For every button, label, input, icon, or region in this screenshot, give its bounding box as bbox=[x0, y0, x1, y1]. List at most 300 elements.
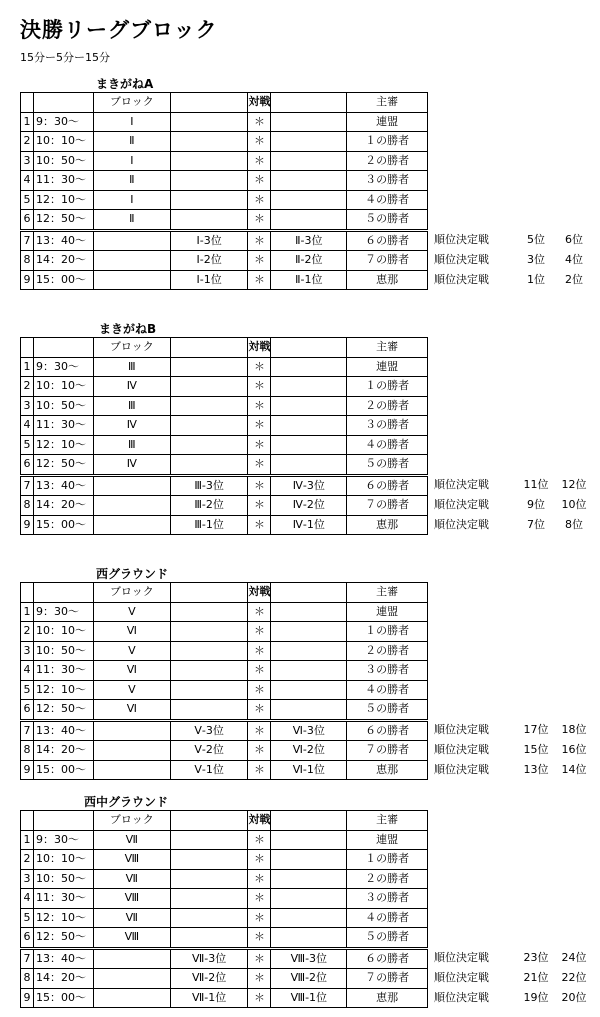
table-row bbox=[21, 435, 600, 455]
placement-label: 順位決定戦 bbox=[434, 743, 489, 757]
team2-cell bbox=[271, 357, 347, 377]
vs-mark: ＊ bbox=[248, 435, 271, 455]
block-cell: Ⅱ bbox=[93, 171, 170, 191]
team2-cell: Ⅳ-1位 bbox=[271, 515, 347, 535]
vs-mark: ＊ bbox=[248, 700, 271, 721]
header-team1-cell bbox=[170, 93, 248, 113]
table-row bbox=[21, 151, 600, 171]
team1-cell bbox=[170, 869, 248, 889]
team1-cell bbox=[170, 377, 248, 397]
block-cell bbox=[93, 988, 170, 1008]
kickoff-time: 14：20～ bbox=[33, 251, 93, 271]
kickoff-time: 15：00～ bbox=[33, 270, 93, 290]
block-cell bbox=[93, 720, 170, 741]
referee-cell: ４の勝者 bbox=[347, 908, 428, 928]
kickoff-time: 10：50～ bbox=[33, 641, 93, 661]
header-referee: 主審 bbox=[347, 811, 428, 831]
referee-cell: ６の勝者 bbox=[347, 475, 428, 496]
block-cell: Ⅲ bbox=[93, 357, 170, 377]
referee-cell: ４の勝者 bbox=[347, 190, 428, 210]
kickoff-time: 10：50～ bbox=[33, 396, 93, 416]
match-number: 4 bbox=[21, 889, 34, 909]
placement-note bbox=[428, 948, 600, 969]
block-cell bbox=[93, 515, 170, 535]
kickoff-time: 13：40～ bbox=[33, 948, 93, 969]
referee-cell: 恵那 bbox=[347, 760, 428, 780]
placement-note bbox=[427, 230, 599, 251]
team1-cell bbox=[170, 908, 248, 928]
table-row bbox=[21, 680, 600, 700]
vs-mark: ＊ bbox=[248, 112, 271, 132]
referee-cell: ６の勝者 bbox=[347, 230, 428, 251]
placement-rank-b: 8位 bbox=[565, 517, 583, 531]
kickoff-time: 14：20～ bbox=[33, 496, 93, 516]
referee-cell: ７の勝者 bbox=[347, 741, 428, 761]
team1-cell bbox=[170, 210, 248, 231]
header-block: ブロック bbox=[93, 811, 170, 831]
kickoff-time: 12：50～ bbox=[33, 455, 93, 476]
referee-cell: １の勝者 bbox=[347, 622, 428, 642]
header-team2-cell bbox=[271, 811, 347, 831]
table-row bbox=[21, 475, 600, 496]
block-cell: Ⅶ bbox=[93, 869, 170, 889]
match-number: 6 bbox=[21, 928, 34, 949]
referee-cell: ４の勝者 bbox=[347, 435, 428, 455]
team1-cell: Ⅶ-3位 bbox=[170, 948, 248, 969]
match-number: 1 bbox=[21, 830, 34, 850]
block-cell: Ⅵ bbox=[93, 700, 170, 721]
referee-cell: ２の勝者 bbox=[347, 869, 428, 889]
referee-cell: 連盟 bbox=[347, 357, 428, 377]
vs-mark: ＊ bbox=[248, 270, 271, 290]
referee-cell: ３の勝者 bbox=[347, 416, 428, 436]
vs-mark: ＊ bbox=[248, 741, 271, 761]
block-cell: Ⅰ bbox=[93, 190, 170, 210]
team2-cell bbox=[271, 190, 347, 210]
vs-mark: ＊ bbox=[248, 641, 271, 661]
header-time-cell bbox=[33, 811, 93, 831]
kickoff-time: 12：50～ bbox=[33, 700, 93, 721]
vs-mark: ＊ bbox=[248, 357, 271, 377]
team2-cell: Ⅳ-2位 bbox=[271, 496, 347, 516]
team2-cell bbox=[271, 396, 347, 416]
table-row bbox=[21, 602, 600, 622]
header-time-cell bbox=[33, 338, 93, 358]
team1-cell bbox=[170, 661, 248, 681]
placement-label: 順位決定戦 bbox=[434, 498, 489, 512]
placement-rank-b: 6位 bbox=[564, 233, 583, 247]
team1-cell bbox=[170, 151, 248, 171]
referee-cell: ３の勝者 bbox=[347, 171, 428, 191]
placement-rank-a: 9位 bbox=[527, 498, 545, 512]
team2-cell: Ⅱ-3位 bbox=[271, 230, 347, 251]
vs-mark: ＊ bbox=[248, 908, 271, 928]
vs-mark: ＊ bbox=[248, 190, 271, 210]
placement-rank-a: 11位 bbox=[523, 478, 549, 492]
team1-cell: Ⅴ-2位 bbox=[170, 741, 248, 761]
table-row bbox=[21, 190, 600, 210]
vs-mark: ＊ bbox=[248, 622, 271, 642]
match-number: 4 bbox=[21, 416, 34, 436]
referee-cell: ７の勝者 bbox=[347, 496, 428, 516]
team1-cell bbox=[170, 830, 248, 850]
block-cell: Ⅱ bbox=[93, 210, 170, 231]
placement-note bbox=[428, 760, 600, 780]
placement-rank-b: 20位 bbox=[561, 990, 587, 1004]
page-title: 決勝リーグブロック bbox=[20, 18, 218, 42]
referee-cell: １の勝者 bbox=[347, 850, 428, 870]
placement-rank-a: 19位 bbox=[523, 990, 549, 1004]
referee-cell: 恵那 bbox=[347, 515, 428, 535]
header-referee: 主審 bbox=[347, 93, 428, 113]
team2-cell bbox=[271, 700, 347, 721]
match-number: 9 bbox=[21, 515, 34, 535]
schedule-table bbox=[20, 337, 600, 535]
placement-label: 順位決定戦 bbox=[433, 253, 489, 267]
placement-label: 順位決定戦 bbox=[434, 990, 489, 1004]
placement-rank-a: 1位 bbox=[526, 272, 545, 286]
team2-cell: Ⅵ-1位 bbox=[271, 760, 347, 780]
vs-mark: ＊ bbox=[248, 869, 271, 889]
team1-cell: Ⅴ-1位 bbox=[170, 760, 248, 780]
header-team2-cell bbox=[271, 93, 347, 113]
header-time-cell bbox=[33, 93, 93, 113]
team2-cell bbox=[271, 680, 347, 700]
kickoff-time: 13：40～ bbox=[33, 230, 93, 251]
match-number: 9 bbox=[21, 270, 34, 290]
referee-cell: ７の勝者 bbox=[347, 251, 428, 271]
referee-cell: ７の勝者 bbox=[347, 969, 428, 989]
table-row bbox=[21, 641, 600, 661]
kickoff-time: 10：10～ bbox=[33, 132, 93, 152]
team1-cell bbox=[170, 112, 248, 132]
team1-cell bbox=[170, 641, 248, 661]
placement-label: 順位決定戦 bbox=[433, 272, 489, 286]
table-header-row bbox=[21, 811, 600, 831]
header-match: 対戦 bbox=[248, 583, 271, 603]
placement-note bbox=[428, 475, 600, 496]
team2-cell bbox=[271, 602, 347, 622]
team1-cell bbox=[170, 602, 248, 622]
vs-mark: ＊ bbox=[248, 496, 271, 516]
header-block: ブロック bbox=[93, 338, 170, 358]
match-number: 9 bbox=[21, 988, 34, 1008]
placement-rank-b: 10位 bbox=[561, 498, 587, 512]
placement-note bbox=[427, 270, 599, 290]
block-cell: Ⅷ bbox=[93, 850, 170, 870]
table-row bbox=[21, 515, 600, 535]
match-number: 7 bbox=[21, 475, 34, 496]
table-row bbox=[21, 830, 600, 850]
team2-cell bbox=[271, 622, 347, 642]
match-format: 15分ー5分ー15分 bbox=[20, 51, 110, 64]
kickoff-time: 12：10～ bbox=[33, 190, 93, 210]
vs-mark: ＊ bbox=[248, 830, 271, 850]
kickoff-time: 15：00～ bbox=[33, 515, 93, 535]
placement-rank-a: 17位 bbox=[523, 723, 549, 737]
referee-cell: ６の勝者 bbox=[347, 720, 428, 741]
referee-cell: 連盟 bbox=[347, 112, 428, 132]
team1-cell: Ⅰ-1位 bbox=[170, 270, 248, 290]
schedule-table bbox=[20, 810, 600, 1008]
header-num-cell bbox=[21, 338, 34, 358]
header-team2-cell bbox=[271, 338, 347, 358]
block-cell bbox=[93, 230, 170, 251]
table-row bbox=[21, 988, 600, 1008]
table-row bbox=[21, 210, 600, 231]
placement-note bbox=[428, 741, 600, 761]
kickoff-time: 11：30～ bbox=[33, 171, 93, 191]
team2-cell bbox=[271, 435, 347, 455]
vs-mark: ＊ bbox=[248, 396, 271, 416]
team1-cell bbox=[170, 680, 248, 700]
match-number: 2 bbox=[21, 132, 34, 152]
placement-label: 順位決定戦 bbox=[434, 723, 489, 737]
placement-rank-b: 4位 bbox=[564, 253, 583, 267]
block-cell: Ⅷ bbox=[93, 889, 170, 909]
match-number: 8 bbox=[21, 969, 34, 989]
block-cell: Ⅰ bbox=[93, 151, 170, 171]
team1-cell: Ⅲ-3位 bbox=[170, 475, 248, 496]
table-row bbox=[21, 496, 600, 516]
header-match: 対戦 bbox=[248, 811, 271, 831]
team2-cell bbox=[271, 377, 347, 397]
team2-cell bbox=[271, 171, 347, 191]
match-number: 3 bbox=[21, 869, 34, 889]
placement-rank-b: 12位 bbox=[561, 478, 587, 492]
match-number: 4 bbox=[21, 661, 34, 681]
block-cell: Ⅳ bbox=[93, 455, 170, 476]
kickoff-time: 9：30～ bbox=[33, 357, 93, 377]
table-row bbox=[21, 112, 600, 132]
header-num-cell bbox=[21, 583, 34, 603]
team2-cell bbox=[271, 869, 347, 889]
team2-cell bbox=[271, 889, 347, 909]
match-number: 7 bbox=[21, 720, 34, 741]
venue-title: 西グラウンド bbox=[96, 567, 169, 581]
match-number: 5 bbox=[21, 435, 34, 455]
kickoff-time: 9：30～ bbox=[33, 112, 93, 132]
kickoff-time: 11：30～ bbox=[33, 416, 93, 436]
referee-cell: ５の勝者 bbox=[347, 455, 428, 476]
block-cell: Ⅲ bbox=[93, 396, 170, 416]
block-cell: Ⅴ bbox=[93, 602, 170, 622]
placement-rank-a: 21位 bbox=[523, 971, 549, 985]
kickoff-time: 15：00～ bbox=[33, 760, 93, 780]
placement-rank-a: 15位 bbox=[523, 743, 549, 757]
referee-cell: 恵那 bbox=[347, 988, 428, 1008]
match-number: 1 bbox=[21, 357, 34, 377]
placement-note bbox=[428, 720, 600, 741]
match-number: 6 bbox=[21, 700, 34, 721]
match-number: 8 bbox=[21, 251, 34, 271]
placement-label: 順位決定戦 bbox=[434, 971, 489, 985]
placement-label: 順位決定戦 bbox=[434, 951, 489, 965]
team2-cell bbox=[271, 416, 347, 436]
referee-cell: ４の勝者 bbox=[347, 680, 428, 700]
vs-mark: ＊ bbox=[248, 416, 271, 436]
team1-cell bbox=[170, 190, 248, 210]
team2-cell bbox=[271, 908, 347, 928]
table-row bbox=[21, 396, 600, 416]
team1-cell: Ⅰ-2位 bbox=[170, 251, 248, 271]
block-cell: Ⅶ bbox=[93, 830, 170, 850]
match-number: 1 bbox=[21, 112, 34, 132]
team1-cell: Ⅶ-2位 bbox=[170, 969, 248, 989]
vs-mark: ＊ bbox=[248, 969, 271, 989]
team1-cell bbox=[170, 700, 248, 721]
vs-mark: ＊ bbox=[248, 948, 271, 969]
match-number: 2 bbox=[21, 622, 34, 642]
header-team1-cell bbox=[170, 811, 248, 831]
referee-cell: 連盟 bbox=[347, 830, 428, 850]
match-number: 9 bbox=[21, 760, 34, 780]
match-number: 5 bbox=[21, 908, 34, 928]
placement-note bbox=[427, 251, 599, 271]
block-cell bbox=[93, 475, 170, 496]
vs-mark: ＊ bbox=[248, 928, 271, 949]
match-number: 7 bbox=[21, 948, 34, 969]
header-match: 対戦 bbox=[248, 93, 271, 113]
referee-cell: 恵那 bbox=[347, 270, 428, 290]
placement-note bbox=[428, 496, 600, 516]
placement-rank-a: 5位 bbox=[526, 233, 545, 247]
vs-mark: ＊ bbox=[248, 720, 271, 741]
block-cell: Ⅷ bbox=[93, 928, 170, 949]
block-cell bbox=[93, 969, 170, 989]
block-cell bbox=[93, 760, 170, 780]
referee-cell: ５の勝者 bbox=[347, 928, 428, 949]
schedule-table bbox=[20, 92, 600, 290]
referee-cell: １の勝者 bbox=[347, 132, 428, 152]
vs-mark: ＊ bbox=[248, 171, 271, 191]
kickoff-time: 9：30～ bbox=[33, 830, 93, 850]
vs-mark: ＊ bbox=[248, 475, 271, 496]
kickoff-time: 12：10～ bbox=[33, 680, 93, 700]
referee-cell: 連盟 bbox=[347, 602, 428, 622]
team2-cell bbox=[271, 641, 347, 661]
block-cell: Ⅵ bbox=[93, 661, 170, 681]
referee-cell: ２の勝者 bbox=[347, 641, 428, 661]
header-time-cell bbox=[33, 583, 93, 603]
table-row bbox=[21, 132, 600, 152]
vs-mark: ＊ bbox=[248, 760, 271, 780]
team2-cell: Ⅵ-2位 bbox=[271, 741, 347, 761]
kickoff-time: 10：10～ bbox=[33, 377, 93, 397]
vs-mark: ＊ bbox=[248, 455, 271, 476]
team1-cell bbox=[170, 357, 248, 377]
block-cell: Ⅲ bbox=[93, 435, 170, 455]
table-header-row bbox=[21, 583, 600, 603]
vs-mark: ＊ bbox=[248, 850, 271, 870]
table-row bbox=[21, 251, 600, 271]
table-row bbox=[21, 377, 600, 397]
team2-cell bbox=[271, 661, 347, 681]
match-number: 2 bbox=[21, 377, 34, 397]
team2-cell bbox=[271, 210, 347, 231]
team1-cell bbox=[170, 171, 248, 191]
kickoff-time: 10：10～ bbox=[33, 622, 93, 642]
team1-cell bbox=[170, 928, 248, 949]
match-number: 5 bbox=[21, 680, 34, 700]
placement-rank-b: 2位 bbox=[564, 272, 583, 286]
venue-title: まきがねA bbox=[96, 77, 154, 91]
kickoff-time: 10：10～ bbox=[33, 850, 93, 870]
placement-rank-b: 16位 bbox=[561, 743, 587, 757]
match-number: 3 bbox=[21, 396, 34, 416]
kickoff-time: 14：20～ bbox=[33, 741, 93, 761]
vs-mark: ＊ bbox=[248, 661, 271, 681]
placement-label: 順位決定戦 bbox=[434, 517, 489, 531]
kickoff-time: 12：10～ bbox=[33, 435, 93, 455]
block-cell: Ⅰ bbox=[93, 112, 170, 132]
kickoff-time: 10：50～ bbox=[33, 151, 93, 171]
team2-cell bbox=[271, 132, 347, 152]
vs-mark: ＊ bbox=[248, 132, 271, 152]
vs-mark: ＊ bbox=[248, 988, 271, 1008]
table-row bbox=[21, 622, 600, 642]
kickoff-time: 10：50～ bbox=[33, 869, 93, 889]
placement-note bbox=[428, 969, 600, 989]
table-row bbox=[21, 928, 600, 949]
match-number: 6 bbox=[21, 455, 34, 476]
match-number: 4 bbox=[21, 171, 34, 191]
team2-cell bbox=[271, 830, 347, 850]
kickoff-time: 13：40～ bbox=[33, 475, 93, 496]
placement-rank-b: 22位 bbox=[561, 971, 587, 985]
placement-note bbox=[428, 988, 600, 1008]
header-team2-cell bbox=[271, 583, 347, 603]
team1-cell bbox=[170, 455, 248, 476]
table-row bbox=[21, 850, 600, 870]
referee-cell: ５の勝者 bbox=[347, 700, 428, 721]
team1-cell: Ⅲ-1位 bbox=[170, 515, 248, 535]
header-num-cell bbox=[21, 811, 34, 831]
placement-note bbox=[428, 515, 600, 535]
table-row bbox=[21, 908, 600, 928]
header-match: 対戦 bbox=[248, 338, 271, 358]
kickoff-time: 12：50～ bbox=[33, 210, 93, 231]
block-cell bbox=[93, 270, 170, 290]
match-number: 3 bbox=[21, 151, 34, 171]
table-header-row bbox=[21, 338, 600, 358]
table-row bbox=[21, 270, 600, 290]
kickoff-time: 15：00～ bbox=[33, 988, 93, 1008]
block-cell: Ⅱ bbox=[93, 132, 170, 152]
team2-cell: Ⅷ-2位 bbox=[271, 969, 347, 989]
team1-cell bbox=[170, 622, 248, 642]
vs-mark: ＊ bbox=[248, 602, 271, 622]
block-cell: Ⅵ bbox=[93, 622, 170, 642]
match-number: 2 bbox=[21, 850, 34, 870]
placement-rank-b: 24位 bbox=[561, 951, 587, 965]
team2-cell: Ⅷ-1位 bbox=[271, 988, 347, 1008]
vs-mark: ＊ bbox=[248, 515, 271, 535]
team1-cell: Ⅲ-2位 bbox=[170, 496, 248, 516]
team1-cell: Ⅰ-3位 bbox=[170, 230, 248, 251]
team1-cell: Ⅶ-1位 bbox=[170, 988, 248, 1008]
placement-rank-a: 3位 bbox=[526, 253, 545, 267]
kickoff-time: 12：50～ bbox=[33, 928, 93, 949]
referee-cell: ５の勝者 bbox=[347, 210, 428, 231]
table-row bbox=[21, 171, 600, 191]
team1-cell bbox=[170, 850, 248, 870]
team1-cell bbox=[170, 132, 248, 152]
match-number: 8 bbox=[21, 741, 34, 761]
table-row bbox=[21, 948, 600, 969]
block-cell bbox=[93, 496, 170, 516]
block-cell bbox=[93, 251, 170, 271]
